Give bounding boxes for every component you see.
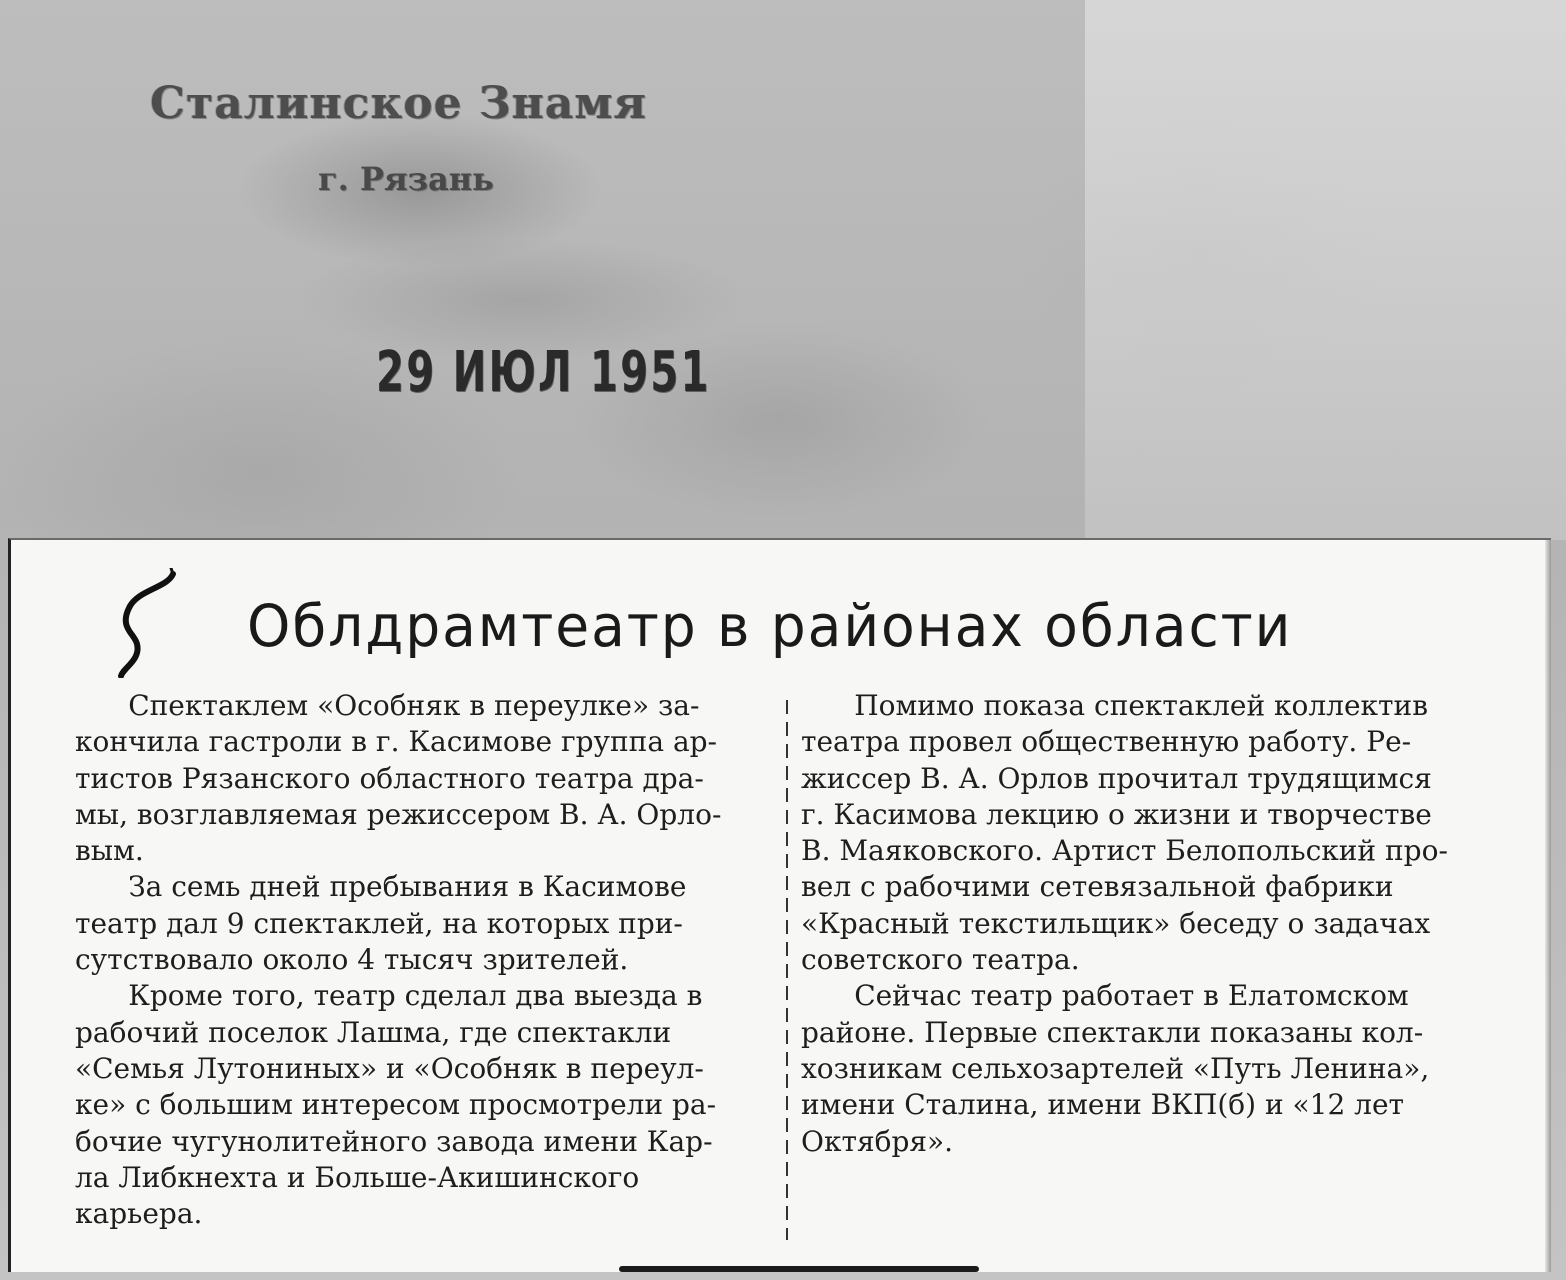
right-paragraph: Сейчас театр работает в Елатомском районе. Первые спектакли показаны кол- хозникам сельхозартелей «Путь Ленина», имени Сталина, имени ВКП(б) и «12 лет Октября». (801, 979, 1430, 1158)
handwritten-section-mark-icon (107, 568, 187, 678)
left-paragraph: Кроме того, театр сделал два выезда в рабочий поселок Лашма, где спектакли «Семья Лутониных» и «Особняк в переул- ке» с большим интересом просмотрели ра- бочие чугунолитейного завода имени Кар- ла Либкнехта и Больше-Акишинского карьера. (75, 979, 717, 1231)
newspaper-clipping (8, 538, 1551, 1272)
right-paragraph: Помимо показа спектаклей коллектив театра провел общественную работу. Ре- жиссер В. А. Орлов прочитал трудящимся г. Касимова лекцию о жизни и творчестве В. Маяковского. Артист Белопольский про- вел с рабочими сетевязальной фабрики «Красный текстильщик» беседу о задачах советского театра. (801, 689, 1448, 977)
clipping-edge (1545, 540, 1551, 1272)
article-right-column (801, 688, 1537, 1160)
left-paragraph: За семь дней пребывания в Касимове театр дал 9 спектаклей, на которых при- сутствовало около 4 тысяч зрителей. (75, 870, 687, 977)
city-stamp: г. Рязань (318, 160, 494, 198)
left-paragraph: Спектаклем «Особняк в переулке» за- кончила гастроли в г. Касимове группа ар- тистов Рязанского областного театра дра- мы, возглавляемая режиссером В. А. Орло- вым. (75, 689, 722, 868)
card-light-area (1085, 0, 1566, 540)
article-headline: Облдрамтеатр в районах области (247, 592, 1293, 660)
article-left-column (75, 688, 765, 1232)
publication-stamp: Сталинское Знамя (150, 78, 648, 129)
column-divider (786, 700, 788, 1240)
bottom-rule (619, 1266, 979, 1272)
date-stamp: 29 ИЮЛ 1951 (376, 340, 711, 405)
